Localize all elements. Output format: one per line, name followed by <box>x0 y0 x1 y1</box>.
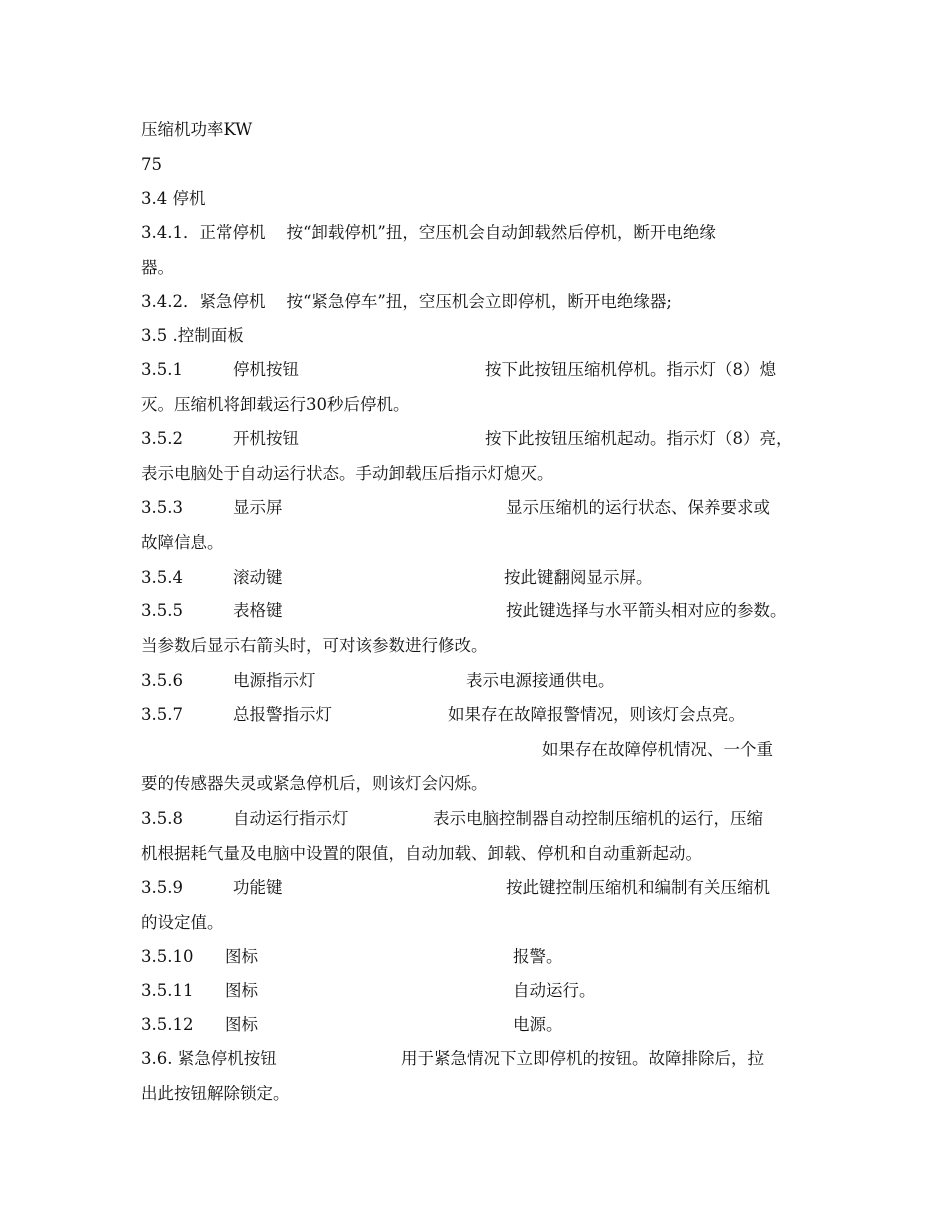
item-description-second: 如果存在故障停机情况、一个重 <box>542 740 773 759</box>
normal-stop-continuation: 器。 <box>141 258 174 277</box>
item-name: 总报警指示灯 <box>233 705 332 724</box>
list-item <box>141 359 811 381</box>
item-description: 电源。 <box>513 1015 563 1034</box>
item-number: 3.5.9 <box>141 878 183 897</box>
item-description: 表示电脑控制器自动控制压缩机的运行，压缩 <box>433 809 763 828</box>
item-description-extra <box>141 739 811 761</box>
emergency-button-continuation: 出此按钮解除锁定。 <box>141 1084 290 1103</box>
list-item <box>141 600 831 622</box>
item-continuation: 要的传感器失灵或紧急停机后，则该灯会闪烁。 <box>141 774 488 793</box>
item-name: 表格键 <box>233 601 283 620</box>
list-item <box>141 497 811 519</box>
item-continuation: 灭。压缩机将卸载运行30秒后停机。 <box>141 395 410 414</box>
item-continuation: 当参数后显示右箭头时，可对该参数进行修改。 <box>141 636 488 655</box>
emergency-button-description: 用于紧急情况下立即停机的按钮。故障排除后，拉 <box>401 1049 764 1068</box>
list-item <box>141 704 811 726</box>
section-heading-stop: 3.4 停机 <box>141 189 206 208</box>
list-item <box>141 670 811 692</box>
item-name: 开机按钮 <box>233 429 299 448</box>
item-description: 报警。 <box>513 947 563 966</box>
item-description: 按此键翻阅显示屏。 <box>504 568 653 587</box>
item-name: 滚动键 <box>233 568 283 587</box>
power-value: 75 <box>141 155 162 174</box>
item-name: 电源指示灯 <box>233 671 316 690</box>
item-description: 按下此按钮压缩机起动。指示灯（8）亮， <box>485 429 793 448</box>
item-number: 3.5.6 <box>141 671 183 690</box>
item-name: 图标 <box>225 981 258 1000</box>
item-name: 功能键 <box>233 878 283 897</box>
normal-stop-paragraph: 3.4.1．正常停机 按“卸载停机”扭，空压机会自动卸载然后停机，断开电绝缘 <box>141 223 716 242</box>
item-description: 按此键选择与水平箭头相对应的参数。 <box>506 601 787 620</box>
list-item <box>141 980 811 1002</box>
item-number: 3.5.11 <box>141 981 194 1000</box>
item-continuation: 机根据耗气量及电脑中设置的限值，自动加载、卸载、停机和自动重新起动。 <box>141 844 702 863</box>
item-number: 3.5.3 <box>141 498 183 517</box>
item-continuation: 的设定值。 <box>141 913 224 932</box>
item-name: 自动运行指示灯 <box>233 809 349 828</box>
item-number: 3.5.8 <box>141 809 183 828</box>
item-number: 3.5.12 <box>141 1015 194 1034</box>
item-number: 3.5.2 <box>141 429 183 448</box>
item-description: 按此键控制压缩机和编制有关压缩机 <box>506 878 770 897</box>
power-label: 压缩机功率KW <box>141 120 253 139</box>
item-name: 停机按钮 <box>233 360 299 379</box>
item-number: 3.5.1 <box>141 360 183 379</box>
list-item <box>141 946 811 968</box>
emergency-stop-paragraph: 3.4.2．紧急停机 按“紧急停车”扭，空压机会立即停机，断开电绝缘器; <box>141 292 672 311</box>
item-continuation: 故障信息。 <box>141 533 224 552</box>
item-description: 如果存在故障报警情况，则该灯会点亮。 <box>448 705 745 724</box>
item-continuation: 表示电脑处于自动运行状态。手动卸载压后指示灯熄灭。 <box>141 464 554 483</box>
list-item <box>141 808 811 830</box>
list-item <box>141 428 811 450</box>
item-description: 自动运行。 <box>513 981 596 1000</box>
emergency-button-item <box>141 1048 811 1070</box>
item-name: 图标 <box>225 947 258 966</box>
item-number: 3.5.10 <box>141 947 194 966</box>
item-number: 3.5.4 <box>141 568 183 587</box>
item-description: 表示电源接通供电。 <box>466 671 615 690</box>
item-name: 图标 <box>225 1015 258 1034</box>
item-description: 按下此按钮压缩机停机。指示灯（8）熄 <box>485 360 776 379</box>
item-number: 3.5.5 <box>141 601 183 620</box>
item-name: 显示屏 <box>233 498 283 517</box>
list-item <box>141 877 811 899</box>
item-number: 3.5.7 <box>141 705 183 724</box>
section-heading-control-panel: 3.5 .控制面板 <box>141 326 244 345</box>
list-item <box>141 1014 811 1036</box>
item-description: 显示压缩机的运行状态、保养要求或 <box>506 498 770 517</box>
emergency-button-title: 3.6. 紧急停机按钮 <box>141 1049 277 1068</box>
list-item <box>141 567 811 589</box>
